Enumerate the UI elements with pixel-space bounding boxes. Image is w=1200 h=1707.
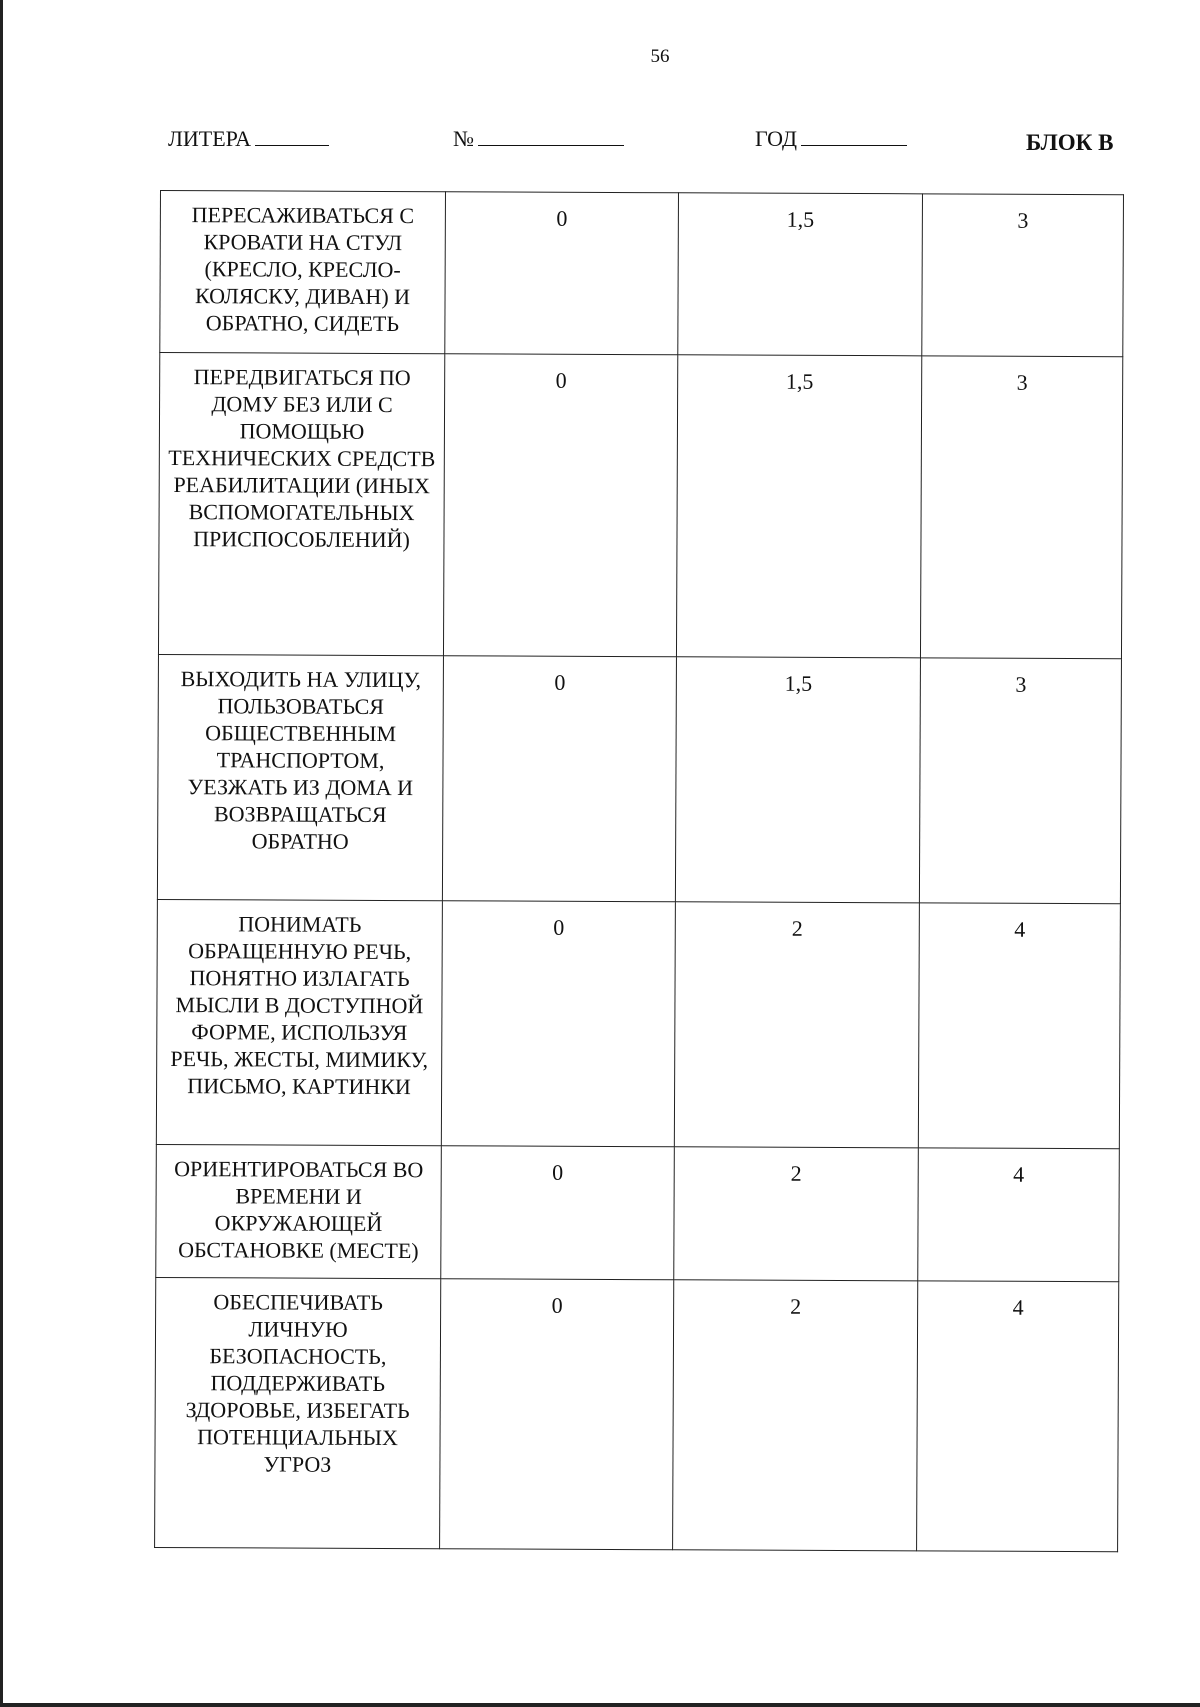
criterion-cell: ПОНИМАТЬ ОБРАЩЕННУЮ РЕЧЬ, ПОНЯТНО ИЗЛАГАТЬ МЫСЛИ В ДОСТУПНОЙ ФОРМЕ, ИСПОЛЬЗУЯ РЕЧЬ, ЖЕСТЫ, МИМИКУ, ПИСЬМО, КАРТИНКИ	[156, 899, 442, 1145]
table-row	[156, 1144, 1120, 1281]
scan-edge-bottom	[0, 1703, 1200, 1707]
score-cell-1: 0	[443, 354, 677, 657]
litera-label: ЛИТЕРА	[168, 126, 251, 151]
litera-field	[168, 126, 329, 152]
year-blank-line	[801, 127, 907, 146]
table-row	[158, 353, 1122, 659]
number-field	[453, 126, 624, 152]
score-cell-1: 0	[440, 1279, 674, 1550]
score-cell-2: 2	[674, 902, 919, 1148]
score-cell-2: 1,5	[675, 657, 920, 903]
score-cell-3: 3	[919, 658, 1121, 904]
score-cell-3: 3	[920, 356, 1122, 659]
score-cell-1: 0	[442, 656, 676, 902]
criterion-cell: ОБЕСПЕЧИВАТЬ ЛИЧНУЮ БЕЗОПАСНОСТЬ, ПОДДЕРЖИВАТЬ ЗДОРОВЬЕ, ИЗБЕГАТЬ ПОТЕНЦИАЛЬНЫХ УГРОЗ	[155, 1277, 441, 1548]
criterion-cell: ВЫХОДИТЬ НА УЛИЦУ, ПОЛЬЗОВАТЬСЯ ОБЩЕСТВЕННЫМ ТРАНСПОРТОМ, УЕЗЖАТЬ ИЗ ДОМА И ВОЗВРАЩАТЬСЯ ОБРАТНО	[157, 654, 443, 900]
score-cell-1: 0	[441, 901, 675, 1147]
score-cell-2: 1,5	[676, 355, 921, 658]
table-row	[156, 899, 1120, 1148]
table-row	[160, 191, 1124, 357]
year-label: ГОД	[755, 126, 797, 151]
year-field	[755, 126, 907, 152]
criterion-cell: ПЕРЕСАЖИВАТЬСЯ С КРОВАТИ НА СТУЛ (КРЕСЛО, КРЕСЛО-КОЛЯСКУ, ДИВАН) И ОБРАТНО, СИДЕТЬ	[160, 191, 446, 354]
score-cell-3: 4	[918, 1148, 1120, 1282]
score-cell-2: 2	[674, 1147, 919, 1281]
table-row	[157, 654, 1121, 903]
scan-edge-left	[0, 0, 3, 1707]
table-row	[155, 1277, 1119, 1551]
assessment-table	[154, 190, 1124, 1552]
page-number: 56	[650, 46, 670, 67]
litera-blank-line	[255, 127, 329, 146]
number-blank-line	[478, 127, 624, 146]
block-label: БЛОК В	[1026, 130, 1114, 155]
score-cell-1: 0	[445, 192, 679, 355]
criterion-cell: ПЕРЕДВИГАТЬСЯ ПО ДОМУ БЕЗ ИЛИ С ПОМОЩЬЮ ТЕХНИЧЕСКИХ СРЕДСТВ РЕАБИЛИТАЦИИ (ИНЫХ ВСПОМОГАТЕЛЬНЫХ ПРИСПОСОБЛЕНИЙ)	[158, 353, 444, 656]
score-cell-2: 1,5	[678, 193, 923, 356]
score-cell-1: 0	[441, 1146, 675, 1280]
score-cell-3: 4	[918, 903, 1120, 1149]
criterion-cell: ОРИЕНТИРОВАТЬСЯ ВО ВРЕМЕНИ И ОКРУЖАЮЩЕЙ ОБСТАНОВКЕ (МЕСТЕ)	[156, 1144, 442, 1278]
score-cell-3: 3	[922, 194, 1124, 357]
score-cell-2: 2	[673, 1280, 918, 1551]
score-cell-3: 4	[917, 1281, 1119, 1552]
number-label: №	[453, 126, 474, 151]
